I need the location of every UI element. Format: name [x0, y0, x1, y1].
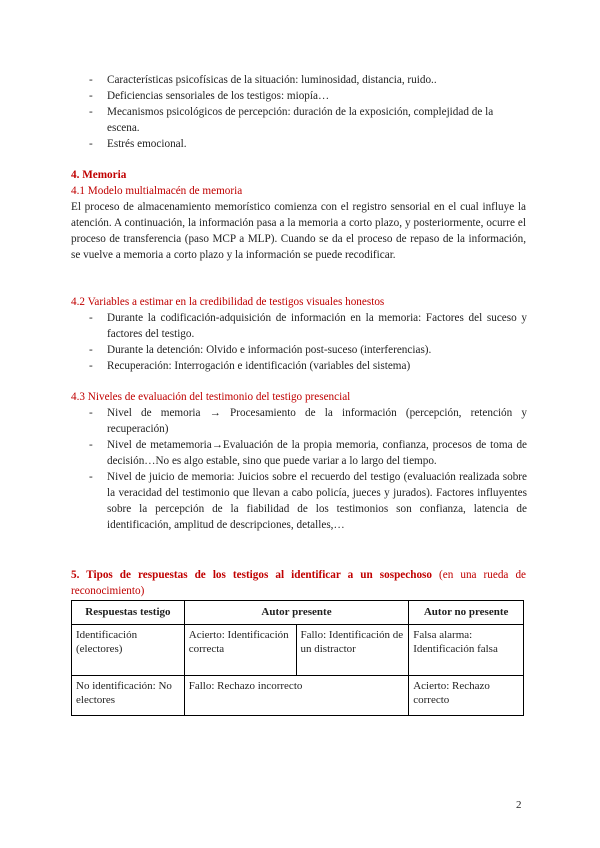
list-item: - Durante la detención: Olvido e información post-suceso (interferencias).: [89, 344, 432, 356]
table-cell: Fallo: Identificación de un distractor: [296, 624, 409, 675]
list-item: - Durante la codificación-adquisición de información en la memoria: Factores del suceso y factores del testigo.: [89, 312, 527, 340]
table-row: [72, 624, 524, 675]
subsection-4-3-title: 4.3 Niveles de evaluación del testimonio del testigo presencial: [71, 391, 351, 403]
table-header-cell: Autor no presente: [409, 601, 524, 625]
witness-responses-table: [71, 600, 524, 716]
table-cell: No identificación: No electores: [72, 675, 185, 715]
table-header-row: [72, 601, 524, 625]
list-item: - Recuperación: Interrogación e identificación (variables del sistema): [89, 360, 411, 372]
memory-paragraph: El proceso de almacenamiento memorístico comienza con el registro sensorial en el cual influye la atención. A continuación, la información pasa a la memoria a corto plazo, y posteriormente, ocurre el proceso de transferencia (paso MCP a MLP). Cuando se da el proceso de repaso de la información, se vuelve a memoria a corto plazo y la información se puede recodificar.: [71, 201, 526, 261]
list-item: - Nivel de juicio de memoria: Juicios sobre el recuerdo del testigo (evaluación realizada sobre la veracidad del testimonio que llevan a cabo policía, jueces y jurados). Factores influyentes sobre la percepción de la fiabilidad de los testimonios son confianza, latencia de identificación, amplitud de descripciones, detalles,…: [89, 471, 527, 531]
list-item: - Mecanismos psicológicos de percepción: duración de la exposición, complejidad de la escena.: [89, 106, 494, 134]
table-cell: Identificación (electores): [72, 624, 185, 675]
table-header-cell: Respuestas testigo: [72, 601, 185, 625]
table-row: [72, 675, 524, 715]
table-cell: Acierto: Identificación correcta: [184, 624, 296, 675]
page-number: 2: [516, 799, 522, 811]
variables-list: [89, 310, 527, 374]
perception-factors-list: [89, 72, 527, 152]
list-item: - Estrés emocional.: [89, 138, 187, 150]
section-5-title-rest: (en una rueda de reconocimiento): [71, 569, 526, 597]
list-item: - Nivel de metamemoria→Evaluación de la propia memoria, confianza, procesos de toma de decisión…No es algo estable, sino que puede variar a lo largo del tiempo.: [89, 439, 527, 467]
table-cell: Falsa alarma: Identificación falsa: [409, 624, 524, 675]
list-item: - Deficiencias sensoriales de los testigos: miopía…: [89, 90, 330, 102]
table-cell: Fallo: Rechazo incorrecto: [184, 675, 408, 715]
subsection-4-1-title: 4.1 Modelo multialmacén de memoria: [71, 185, 243, 197]
list-item: - Características psicofísicas de la situación: luminosidad, distancia, ruido..: [89, 74, 437, 86]
section-5-title: [71, 567, 526, 599]
subsection-4-2-title: 4.2 Variables a estimar en la credibilidad de testigos visuales honestos: [71, 296, 385, 308]
table-header-cell: Autor presente: [184, 601, 408, 625]
table-cell: Acierto: Rechazo correcto: [409, 675, 524, 715]
section-4-title: 4. Memoria: [71, 169, 127, 181]
list-item: - Nivel de memoria → Procesamiento de la información (percepción, retención y recuperación): [89, 407, 527, 435]
evaluation-levels-list: [89, 405, 527, 533]
section-5-title-bold: 5. Tipos de respuestas de los testigos al identificar a un sospechoso: [71, 569, 432, 581]
